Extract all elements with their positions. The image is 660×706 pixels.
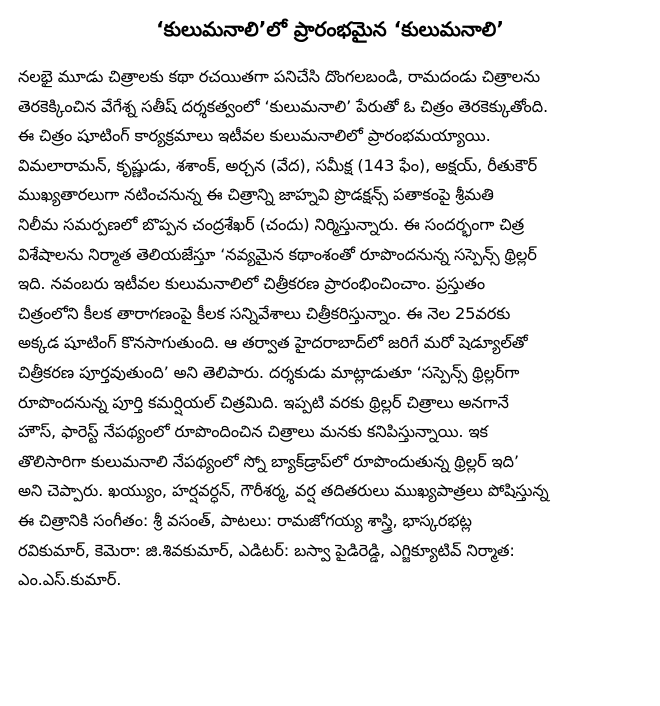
article-body: [10, 62, 650, 595]
article-line: రవికుమార్, కెమెరా: జి.శివకుమార్, ఎడిటర్: బస్వా పైడిరెడ్డి, ఎగ్జిక్యూటివ్ నిర్మాత:: [18, 540, 515, 560]
article-line: అక్కడ షూటింగ్ కొనసాగుతుంది. ఆ తర్వాత హైదరాబాద్‌లో జరిగే మరో షెడ్యూల్‌తో: [18, 333, 528, 353]
article-line: ముఖ్యతారలుగా నటించనున్న ఈ చిత్రాన్ని జాహ్నవి ప్రొడక్షన్స్ పతాకంపై శ్రీమతి: [18, 185, 494, 205]
article-line: ఇది. నవంబరు ఇటీవల కులుమనాలిలో చిత్రీకరణ ప్రారంభించించాం. ప్రస్తుతం: [18, 274, 485, 294]
article-line: చిత్రంలోని కీలక తారాగణంపై కీలక సన్నివేశాలు చిత్రీకరిస్తున్నాం. ఈ నెల 25వరకు: [18, 303, 511, 323]
article-line: హౌస్, ఫారెస్ట్ నేపథ్యంలో రూపొందించిన చిత్రాలు మనకు కనిపిస్తున్నాయి. ఇక: [18, 422, 488, 442]
article-line: ఎం.ఎస్.కుమార్.: [18, 570, 122, 590]
article-line: తెరకెక్కించిన వేగేశ్న సతీష్ దర్శకత్వంలో ‘కులుమనాలి’ పేరుతో ఓ చిత్రం తెరకెక్కుతోంది.: [18, 96, 548, 116]
article-line: చిత్రీకరణ పూర్తవుతుంది’ అని తెలిపారు. దర్శకుడు మాట్లాడుతూ ‘సస్పెన్స్ థ్రిల్లర్‌గా: [18, 362, 520, 382]
article-line: రూపొందనున్న పూర్తి కమర్షియల్ చిత్రమిది. ఇప్పటి వరకు థ్రిల్లర్ చిత్రాలు అనగానే: [18, 392, 509, 412]
article-line: ఈ చిత్రం షూటింగ్ కార్యక్రమాలు ఇటీవల కులుమనాలిలో ప్రారంభమయ్యాయి.: [18, 126, 491, 146]
article-line: ఈ చిత్రానికి సంగీతం: శ్రీ వసంత్, పాటలు: రామజోగయ్య శాస్త్రి, భాస్కరభట్ల: [18, 510, 472, 530]
article-line: నిలీమ సమర్పణలో బొప్పన చంద్రశేఖర్ (చందు) నిర్మిస్తున్నారు. ఈ సందర్భంగా చిత్ర: [18, 214, 525, 234]
article-title: ‘కులుమనాలి’లో ప్రారంభమైన ‘కులుమనాలి’: [156, 17, 504, 41]
article-line: నలభై మూడు చిత్రాలకు కథా రచయితగా పనిచేసి దొంగలబండి, రామదండు చిత్రాలను: [18, 67, 540, 86]
article-line: తొలిసారిగా కులుమనాలి నేపథ్యంలో స్నో బ్యాక్‌డ్రాప్‌లో రూపొందుతున్న థ్రిల్లర్ ఇది’: [18, 451, 519, 471]
article-line: విశేషాలను నిర్మాత తెలియజేస్తూ ‘నవ్యమైన కథాంశంతో రూపొందనున్న సస్పెన్స్ థ్రిల్లర్: [18, 244, 537, 264]
article-line: విమలారామన్, కృష్ణుడు, శశాంక్, అర్చన (వేద), సమీక్ష (143 ఫేం), అక్షయ్, రీతుకౌర్: [18, 155, 537, 175]
article-line: అని చెప్పారు. ఖయ్యుం, హర్షవర్ధన్, గౌరీశర్మ, వర్ష తదితరులు ముఖ్యపాత్రలు పోషిస్తున్న: [18, 481, 549, 501]
